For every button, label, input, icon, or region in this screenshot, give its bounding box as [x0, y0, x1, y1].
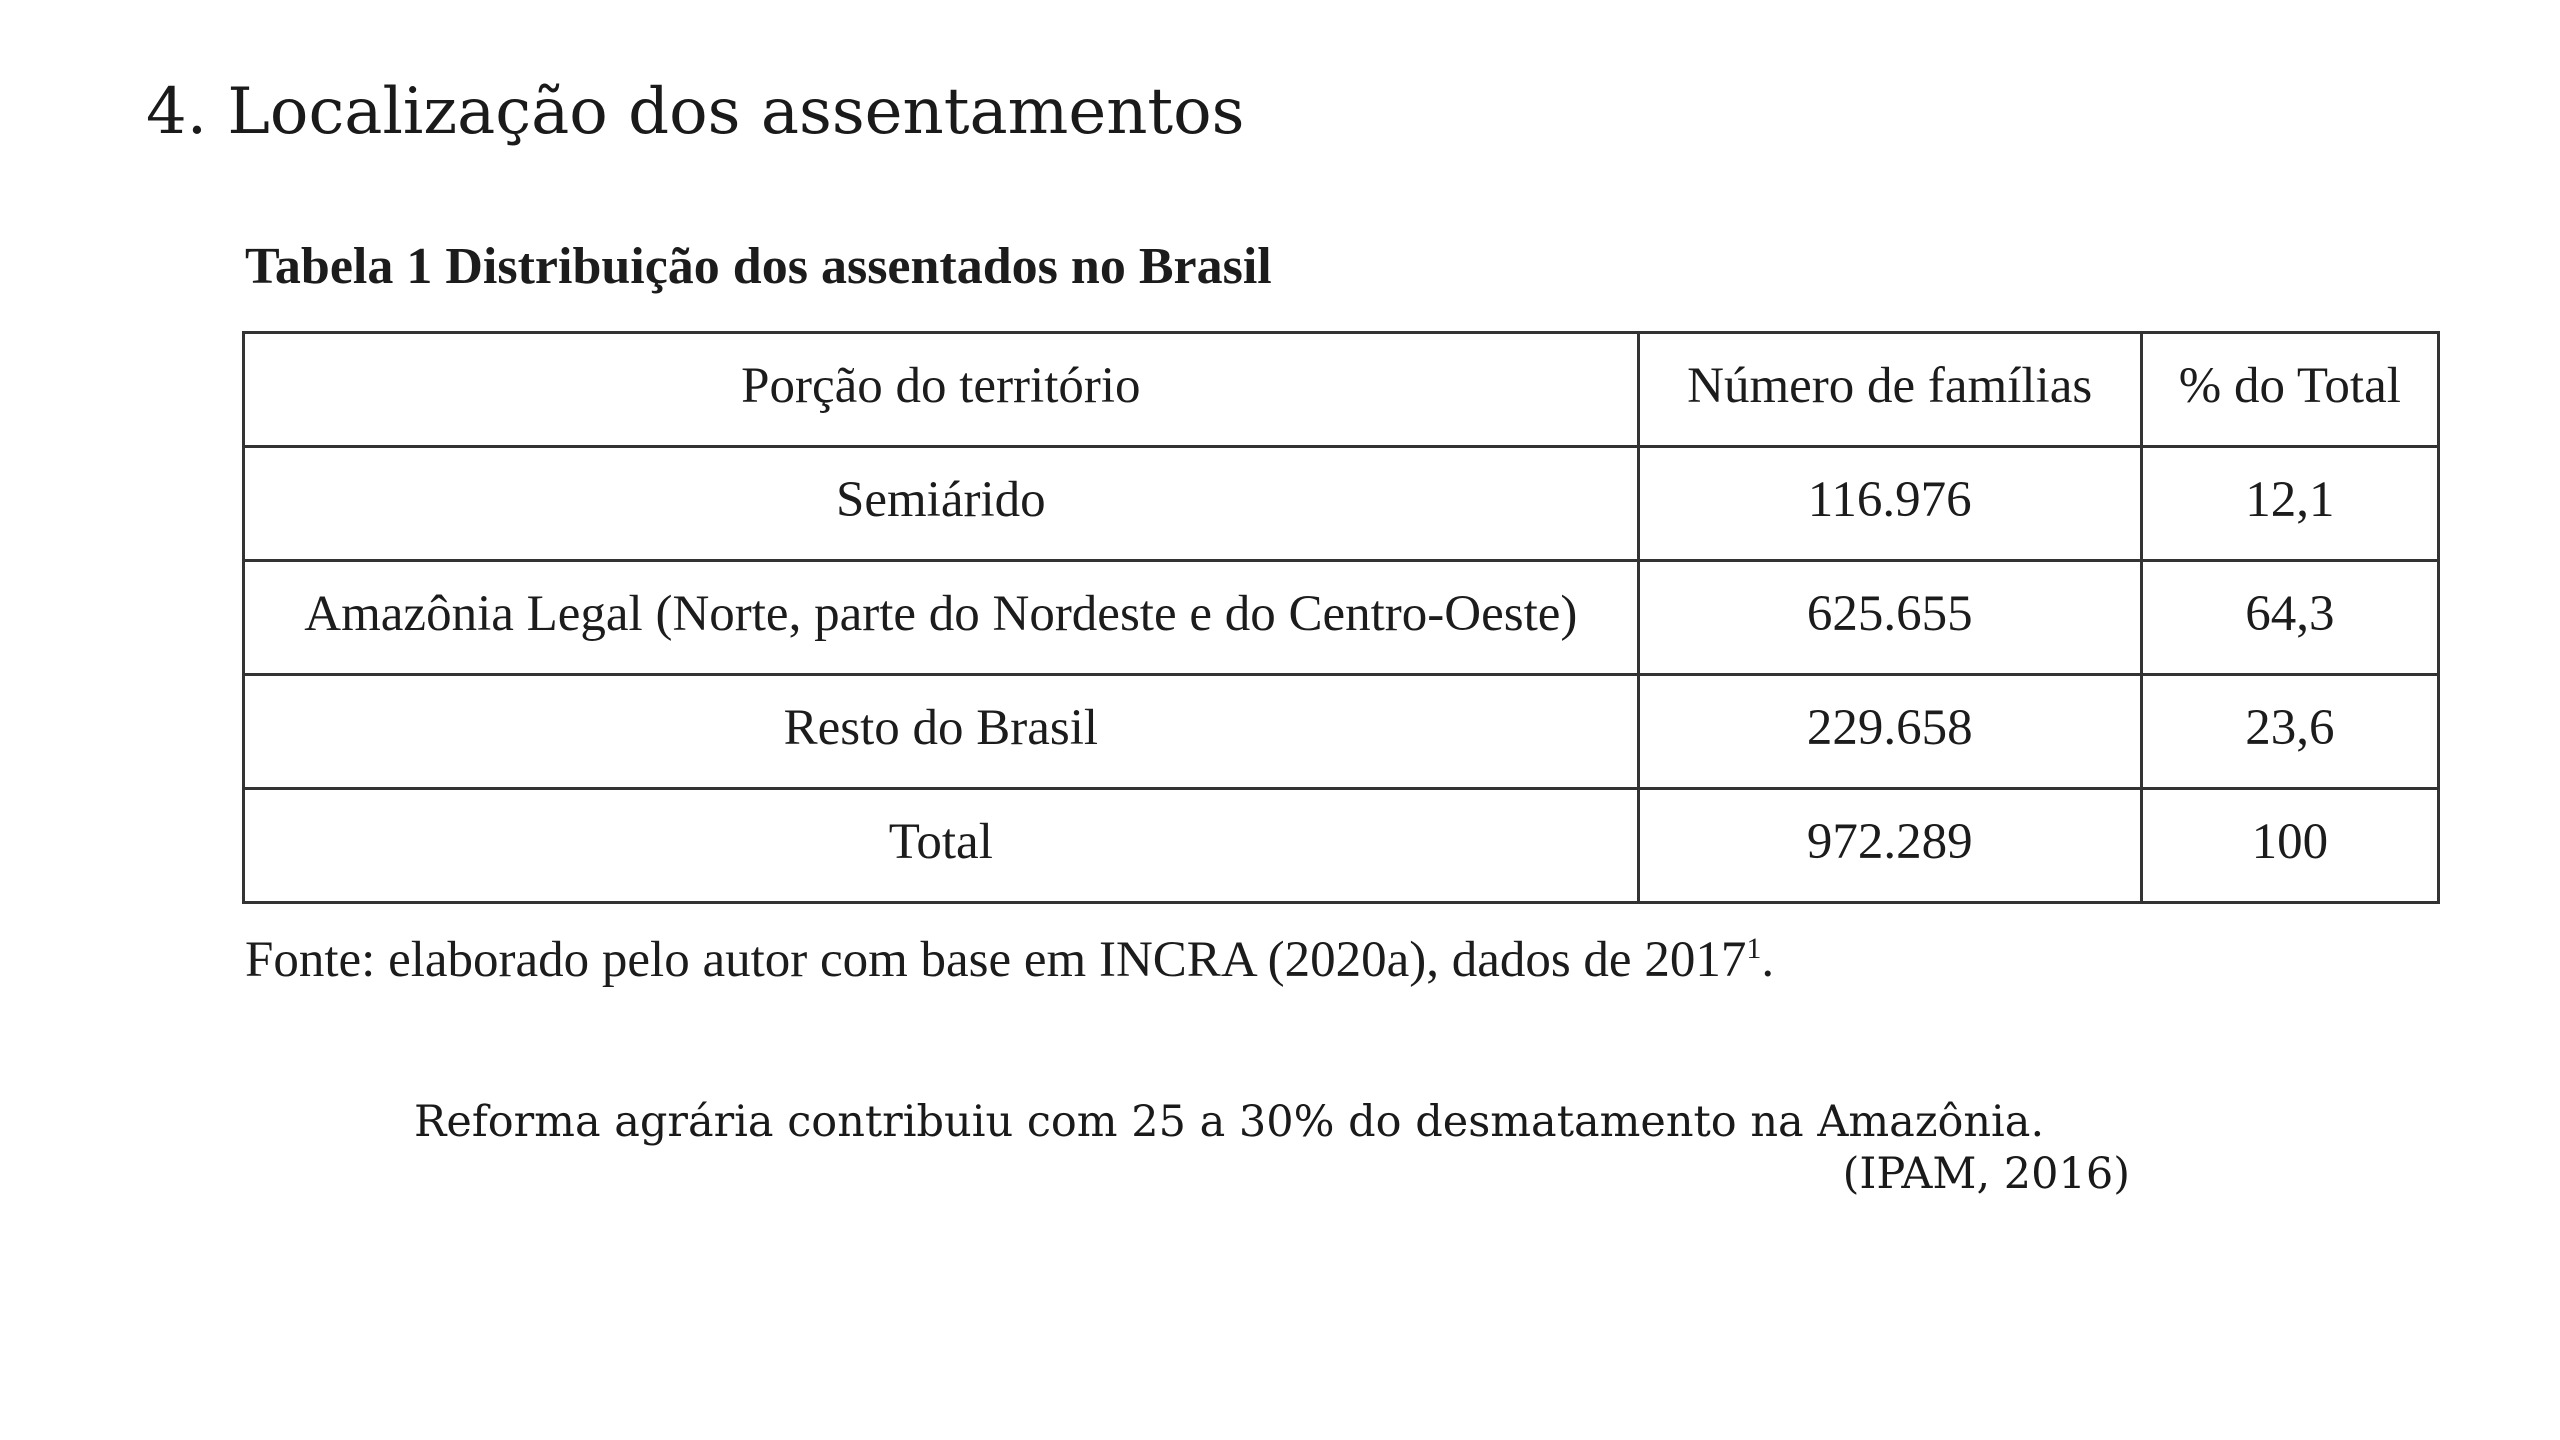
- cell-percent: 64,3: [2141, 561, 2438, 675]
- cell-percent: 100: [2141, 789, 2438, 903]
- table-row: [244, 675, 2439, 789]
- table-row: [244, 447, 2439, 561]
- table-row: [244, 561, 2439, 675]
- footnote-marker: 1: [1746, 932, 1762, 965]
- cell-families: 116.976: [1638, 447, 2141, 561]
- quote-block: [414, 1097, 2130, 1200]
- cell-percent: 23,6: [2141, 675, 2438, 789]
- table-header-row: [244, 333, 2439, 447]
- column-header-territory: Porção do território: [244, 333, 1639, 447]
- data-table: [242, 331, 2440, 904]
- table-source-end: .: [1761, 932, 1775, 988]
- quote-text: Reforma agrária contribuiu com 25 a 30% do desmatamento na Amazônia.: [414, 1097, 2045, 1147]
- cell-territory: Semiárido: [244, 447, 1639, 561]
- table-source-note: [245, 930, 1774, 991]
- column-header-percent: % do Total: [2141, 333, 2438, 447]
- cell-families: 972.289: [1638, 789, 2141, 903]
- slide-title: 4. Localização dos assentamentos: [146, 75, 1245, 149]
- table-caption: Tabela 1 Distribuição dos assentados no Brasil: [245, 238, 1272, 295]
- cell-territory: Amazônia Legal (Norte, parte do Nordeste e do Centro-Oeste): [244, 561, 1639, 675]
- quote-source: (IPAM, 2016): [1842, 1148, 2130, 1199]
- table-row-total: [244, 789, 2439, 903]
- cell-territory: Resto do Brasil: [244, 675, 1639, 789]
- column-header-families: Número de famílias: [1638, 333, 2141, 447]
- cell-families: 625.655: [1638, 561, 2141, 675]
- cell-percent: 12,1: [2141, 447, 2438, 561]
- cell-families: 229.658: [1638, 675, 2141, 789]
- table-source-text: Fonte: elaborado pelo autor com base em INCRA (2020a), dados de 2017: [245, 932, 1747, 988]
- cell-territory: Total: [244, 789, 1639, 903]
